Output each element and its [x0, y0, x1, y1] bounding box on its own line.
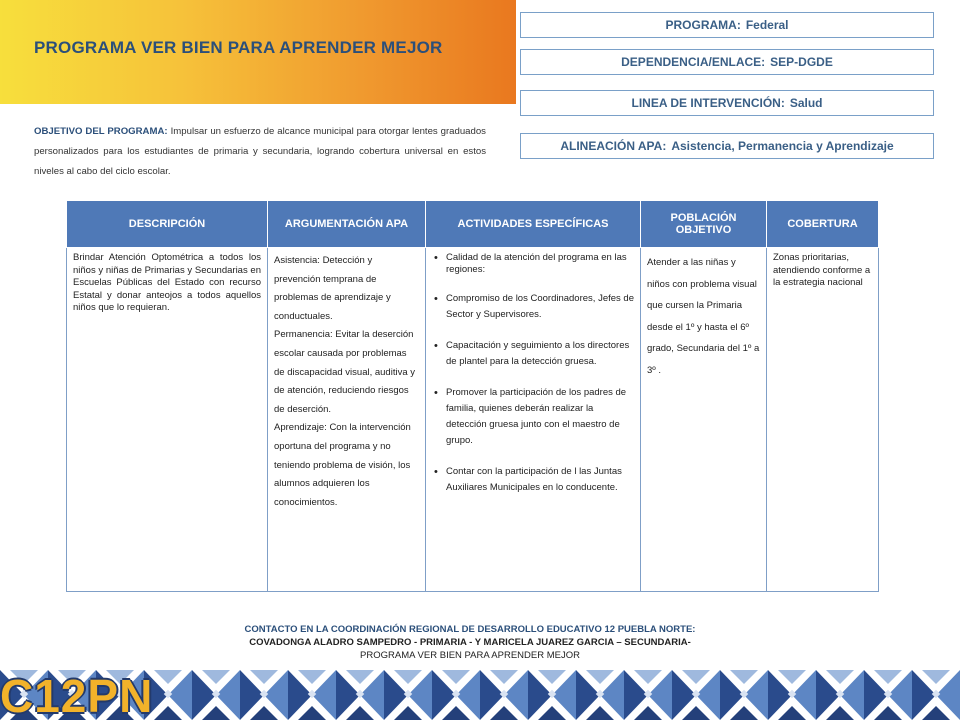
activities-cell [426, 248, 641, 592]
header-description: DESCRIPCIÓN [67, 201, 268, 248]
description-cell: Brindar Atención Optométrica a todos los niños y niñas de Primarias y Secundarias en Escuelas Públicas del Estado con recurso Estatal y donar anteojos a todos aquellos niños que lo requieran. [67, 248, 268, 592]
objective-label: OBJETIVO DEL PROGRAMA: [34, 126, 168, 137]
intervention-box [520, 90, 934, 116]
objective-text: Impulsar un esfuerzo de alcance municipal para otorgar lentes graduados personalizados para los estudiantes de primaria y secundaria, logrando cobertura universal en estos niveles al cabo del ciclo escolar. [34, 126, 486, 177]
contact-info [0, 623, 940, 662]
list-item: • Promover la participación de los padres de familia, quienes deberán realizar la detección gruesa junto con el maestro de grupo. [432, 385, 634, 449]
list-item: • Contar con la participación de l las Juntas Auxiliares Municipales en lo conducente. [432, 464, 634, 496]
header-population: POBLACIÓN OBJETIVO [641, 201, 767, 248]
page-title: PROGRAMA VER BIEN PARA APRENDER MEJOR [34, 38, 443, 57]
table-row [67, 248, 879, 592]
program-table [66, 200, 879, 592]
list-item: • Compromiso de los Coordinadores, Jefes de Sector y Supervisores. [432, 291, 634, 323]
program-objective [34, 122, 486, 182]
dependency-value: SEP-DGDE [770, 55, 833, 69]
alignment-value: Asistencia, Permanencia y Aprendizaje [671, 139, 894, 153]
header-banner [0, 0, 516, 104]
header-coverage: COBERTURA [767, 201, 879, 248]
contact-names: COVADONGA ALADRO SAMPEDRO - PRIMARIA - Y MARICELA JUAREZ GARCIA – SECUNDARIA- [249, 637, 691, 648]
contact-title: CONTACTO EN LA COORDINACIÓN REGIONAL DE DESARROLLO EDUCATIVO 12 PUEBLA NORTE: [244, 624, 696, 635]
list-item: • Calidad de la atención del programa en las regiones: [432, 252, 634, 276]
argumentation-learning: Aprendizaje: Con la intervención oportuna del programa y no teniendo problema de visión, los alumnos adquieren los conocimientos. [274, 422, 411, 508]
argumentation-cell [268, 248, 426, 592]
alignment-label: ALINEACIÓN APA: [560, 139, 667, 153]
program-box [520, 12, 934, 38]
program-value: Federal [745, 18, 789, 32]
population-cell: Atender a las niñas y niños con problema visual que cursen la Primaria desde el 1º y hasta el 6º grado, Secundaria del 1º a 3º . [641, 248, 767, 592]
list-item: • Capacitación y seguimiento a los directores de plantel para la detección gruesa. [432, 338, 634, 370]
program-label: PROGRAMA: [665, 18, 741, 32]
activities-list [432, 252, 634, 496]
intervention-value: Salud [789, 96, 823, 110]
intervention-label: LINEA DE INTERVENCIÓN: [631, 96, 785, 110]
argumentation-assistance: Asistencia: Detección y prevención temprana de problemas de aprendizaje y conductuales. [274, 255, 391, 322]
header-activities: ACTIVIDADES ESPECÍFICAS [426, 201, 641, 248]
dependency-label: DEPENDENCIA/ENLACE: [621, 55, 766, 69]
table-header-row [67, 201, 879, 248]
coverage-cell: Zonas prioritarias, atendiendo conforme a la estrategia nacional [767, 248, 879, 592]
dependency-box [520, 49, 934, 75]
header-argumentation: ARGUMENTACIÓN APA [268, 201, 426, 248]
argumentation-permanence: Permanencia: Evitar la deserción escolar causada por problemas de discapacidad visual, auditiva y de atención, reduciendo riesgos de deserción. [274, 329, 416, 415]
alignment-box [520, 133, 934, 159]
contact-program: PROGRAMA VER BIEN PARA APRENDER MEJOR [360, 650, 580, 661]
c12pn-logo: C12PN [0, 670, 154, 720]
